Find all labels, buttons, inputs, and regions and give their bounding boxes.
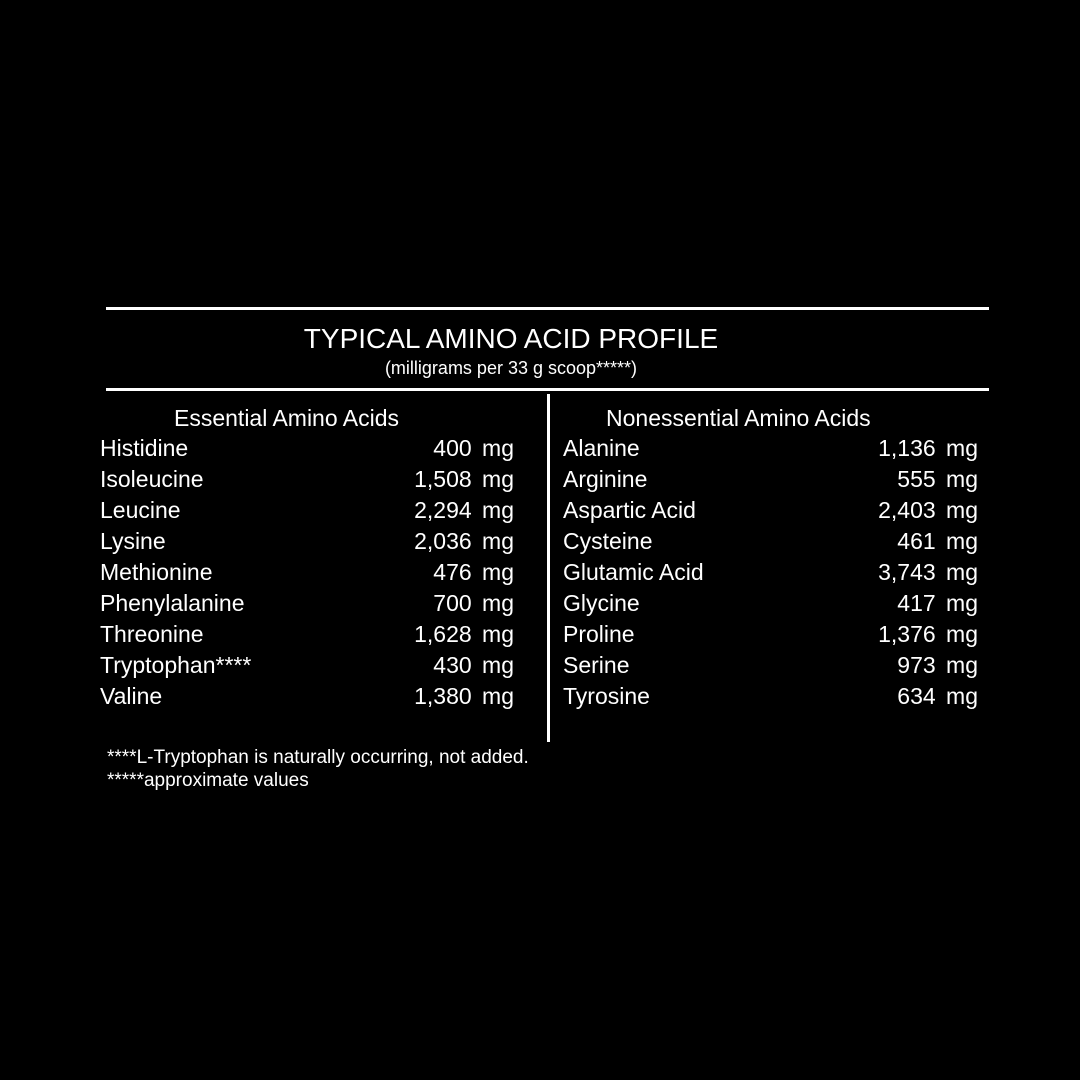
amino-acid-amount: 3,743 mg [878, 559, 978, 585]
essential-row-isoleucine [100, 464, 520, 495]
amino-acid-name: Leucine [100, 497, 181, 523]
nonessential-row-glutamic-acid [563, 557, 983, 588]
amino-acid-amount: 1,380 mg [414, 683, 514, 709]
table-subtitle: (milligrams per 33 g scoop*****) [384, 358, 638, 378]
essential-row-threonine [100, 619, 520, 650]
amino-acid-amount: 2,403 mg [878, 497, 978, 523]
nonessential-row-tyrosine [563, 681, 983, 712]
amino-acid-name: Serine [563, 652, 630, 678]
amino-acid-name: Valine [100, 683, 163, 709]
table-title: TYPICAL AMINO ACID PROFILE [303, 323, 719, 354]
nonessential-row-alanine [563, 433, 983, 464]
nonessential-row-arginine [563, 464, 983, 495]
amino-acid-amount: 555 mg [897, 466, 978, 492]
nonessential-list [563, 433, 983, 712]
amino-acid-name: Tyrosine [563, 683, 650, 709]
nonessential-row-glycine [563, 588, 983, 619]
column-divider [547, 394, 550, 742]
top-rule [106, 307, 989, 310]
footnotes [107, 746, 529, 792]
amino-acid-name: Tryptophan**** [100, 652, 252, 678]
amino-acid-amount: 476 mg [433, 559, 514, 585]
amino-acid-amount: 2,294 mg [414, 497, 514, 523]
essential-heading: Essential Amino Acids [174, 405, 400, 431]
amino-acid-amount: 1,376 mg [878, 621, 978, 647]
nonessential-row-proline [563, 619, 983, 650]
amino-acid-amount: 461 mg [897, 528, 978, 554]
amino-acid-name: Glycine [563, 590, 640, 616]
amino-acid-name: Cysteine [563, 528, 653, 554]
essential-row-histidine [100, 433, 520, 464]
amino-acid-name: Isoleucine [100, 466, 204, 492]
essential-list [100, 433, 520, 712]
amino-acid-amount: 1,628 mg [414, 621, 514, 647]
header-rule [106, 388, 989, 391]
amino-acid-amount: 1,136 mg [878, 435, 978, 461]
nonessential-row-serine [563, 650, 983, 681]
amino-acid-name: Glutamic Acid [563, 559, 704, 585]
amino-acid-amount: 430 mg [433, 652, 514, 678]
essential-row-valine [100, 681, 520, 712]
amino-acid-name: Arginine [563, 466, 648, 492]
nonessential-row-cysteine [563, 526, 983, 557]
amino-acid-name: Histidine [100, 435, 189, 461]
amino-acid-amount: 973 mg [897, 652, 978, 678]
essential-row-lysine [100, 526, 520, 557]
amino-acid-amount: 1,508 mg [414, 466, 514, 492]
amino-acid-name: Phenylalanine [100, 590, 245, 616]
amino-acid-name: Methionine [100, 559, 213, 585]
nonessential-row-aspartic-acid [563, 495, 983, 526]
essential-row-phenylalanine [100, 588, 520, 619]
amino-acid-amount: 700 mg [433, 590, 514, 616]
amino-acid-name: Aspartic Acid [563, 497, 696, 523]
amino-acid-amount: 400 mg [433, 435, 514, 461]
amino-acid-name: Threonine [100, 621, 204, 647]
amino-acid-name: Alanine [563, 435, 640, 461]
amino-acid-amount: 2,036 mg [414, 528, 514, 554]
footnote-tryptophan: ****L-Tryptophan is naturally occurring, not added. [107, 747, 529, 768]
essential-row-leucine [100, 495, 520, 526]
nonessential-heading: Nonessential Amino Acids [606, 405, 871, 431]
amino-acid-amount: 417 mg [897, 590, 978, 616]
footnote-approximate: *****approximate values [107, 770, 309, 791]
essential-row-tryptophan [100, 650, 520, 681]
amino-acid-name: Proline [563, 621, 635, 647]
amino-acid-name: Lysine [100, 528, 166, 554]
essential-row-methionine [100, 557, 520, 588]
amino-acid-amount: 634 mg [897, 683, 978, 709]
